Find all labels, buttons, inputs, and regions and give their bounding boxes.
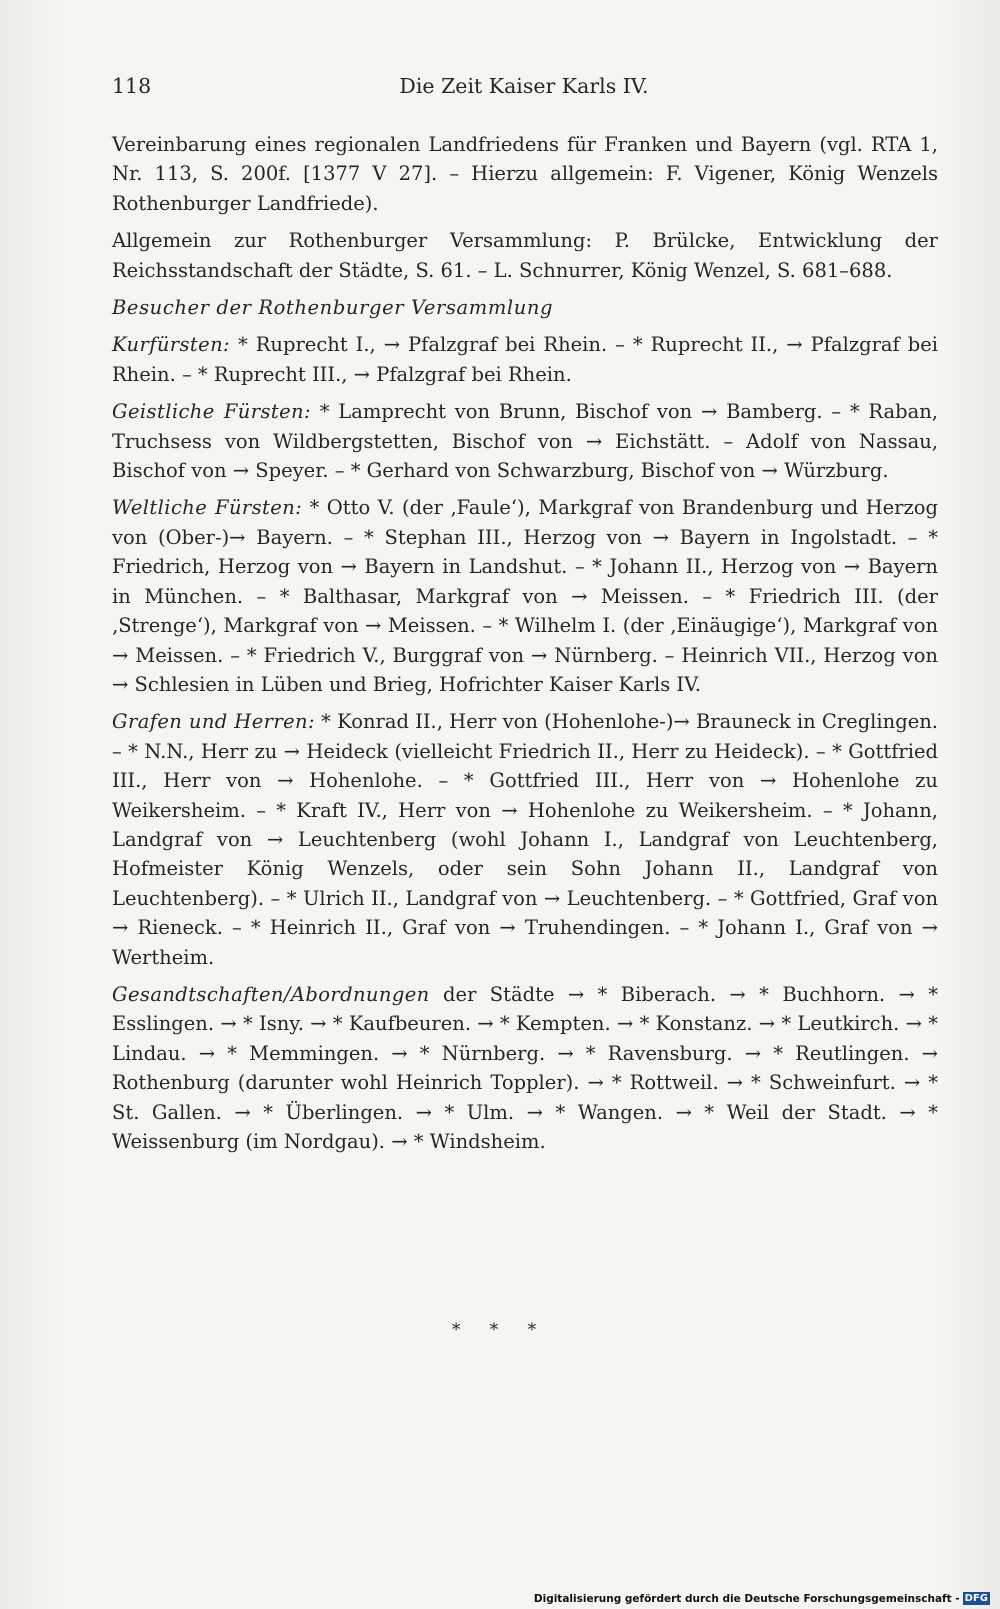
entries-gesandtschaften: der Städte → * Biberach. → * Buchhorn. → * Esslingen. → * Isny. → * Kaufbeuren. → * Kempten. → * Konstanz. → * Leutkirch. → * Lindau. → * Memmingen. → * Nürnberg. → * Ravensburg. → * Reutlingen. → Rothenburg (darunter wohl Heinrich Toppler). → * Rottweil. → * Schweinfurt. → * St. Gallen. → * Überlingen. → * Ulm. → * Wangen. → * Weil der Stadt. → * Weissenburg (im Nordgau). → * Windsheim. bbox=[112, 982, 938, 1153]
paragraph-kurfuersten bbox=[112, 330, 938, 389]
entries-geistliche: * Lamprecht von Brunn, Bischof von → Bamberg. – * Raban, Truchsess von Wildbergstetten, Bischof von → Eichstätt. – Adolf von Nassau, Bischof von → Speyer. – * Gerhard von Schwarzburg, Bischof von → Würzburg. bbox=[112, 400, 938, 483]
entries-kurfuersten: * Ruprecht I., → Pfalzgraf bei Rhein. – * Ruprecht II., → Pfalzgraf bei Rhein. – * Ruprecht III., → Pfalzgraf bei Rhein. bbox=[112, 333, 938, 386]
entries-weltliche: * Otto V. (der ‚Faule‘), Markgraf von Brandenburg und Herzog von (Ober-)→ Bayern. – * Stephan III., Herzog von → Bayern in Ingolstadt. – * Friedrich, Herzog von → Bayern in Landshut. – * Johann II., Herzog von → Bayern in München. – * Balthasar, Markgraf von → Meissen. – * Friedrich III. (der ‚Strenge‘), Markgraf von → Meissen. – * Wilhelm I. (der ‚Einäugige‘), Markgraf von → Meissen. – * Friedrich V., Burggraf von → Nürnberg. – Heinrich VII., Herzog von → Schlesien in Lüben und Brieg, Hofrichter Kaiser Karls IV. bbox=[112, 496, 938, 696]
paragraph-geistliche-fuersten bbox=[112, 397, 938, 485]
page-number: 118 bbox=[112, 74, 152, 98]
digitization-credit bbox=[534, 1592, 990, 1605]
entries-grafen: * Konrad II., Herr von (Hohenlohe-)→ Brauneck in Creglingen. – * N.N., Herr zu → Heideck (vielleicht Friedrich II., Herr zu Heideck). – * Gottfried III., Herr von → Hohenlohe. – * Gottfried III., Herr von → Hohenlohe zu Weikersheim. – * Kraft IV., Herr von → Hohenlohe zu Weikersheim. – * Johann, Landgraf von → Leuchtenberg (wohl Johann I., Landgraf von Leuchtenberg, Hofmeister König Wenzels, oder sein Sohn Johann II., Landgraf von Leuchtenberg). – * Ulrich II., Landgraf von → Leuchtenberg. – * Gottfried, Graf von → Rieneck. – * Heinrich II., Graf von → Truhendingen. – * Johann I., Graf von → Wertheim. bbox=[112, 710, 938, 969]
category-label-grafen: Grafen und Herren: bbox=[112, 710, 315, 734]
running-head bbox=[112, 74, 936, 104]
category-label-weltliche: Weltliche Fürsten: bbox=[112, 496, 303, 520]
category-label-gesandtschaften: Gesandtschaften/Abordnungen bbox=[112, 982, 430, 1006]
paragraph-weltliche-fuersten bbox=[112, 493, 938, 699]
paragraph-literature: Allgemein zur Rothenburger Versammlung: P. Brülcke, Entwicklung der Reichsstandschaft der Städte, S. 61. – L. Schnurrer, König Wenzel, S. 681–688. bbox=[112, 229, 938, 282]
category-label-geistliche: Geistliche Fürsten: bbox=[112, 400, 311, 424]
body-text bbox=[112, 130, 938, 1164]
section-heading: Besucher der Rothenburger Versammlung bbox=[112, 296, 554, 320]
credit-text: Digitalisierung gefördert durch die Deutsche Forschungsgemeinschaft - bbox=[533, 1592, 960, 1605]
paragraph-grafen-herren bbox=[112, 707, 938, 972]
paragraph-landfrieden: Vereinbarung eines regionalen Landfriedens für Franken und Bayern (vgl. RTA 1, Nr. 113, S. 200f. [1377 V 27]. – Hierzu allgemein: F. Vigener, König Wenzels Rothenburger Landfriede). bbox=[112, 133, 938, 215]
category-label-kurfuersten: Kurfürsten: bbox=[112, 333, 231, 357]
running-title: Die Zeit Kaiser Karls IV. bbox=[399, 74, 649, 98]
paragraph-gesandtschaften bbox=[112, 980, 938, 1156]
section-ornament: * * * bbox=[451, 1320, 549, 1340]
dfg-logo: DFG bbox=[964, 1593, 988, 1604]
